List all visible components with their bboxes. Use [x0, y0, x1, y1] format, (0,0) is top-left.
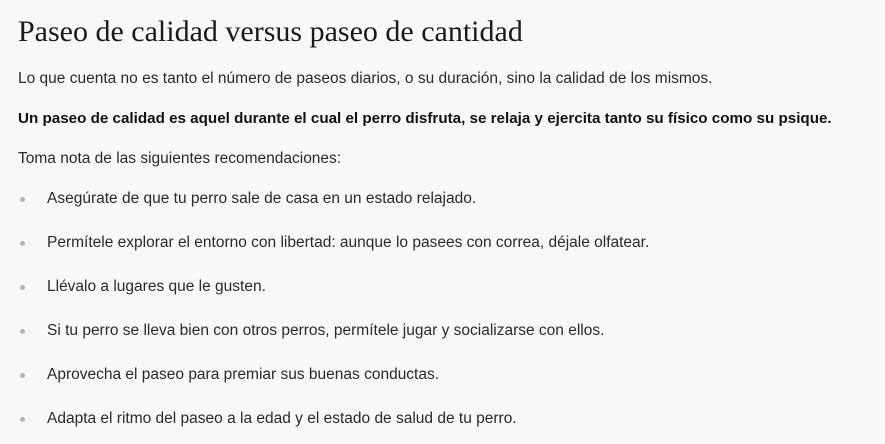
- list-item-text: Si tu perro se lleva bien con otros perros, permítele jugar y socializarse con ellos.: [47, 322, 605, 339]
- article-title: Paseo de calidad versus paseo de cantidad: [18, 15, 523, 48]
- list-item-text: Aprovecha el paseo para premiar sus buenas conductas.: [47, 366, 440, 383]
- bullet-icon: [20, 197, 25, 202]
- intro-paragraph: Lo que cuenta no es tanto el número de paseos diarios, o su duración, sino la calidad de los mismos.: [18, 70, 713, 87]
- bullet-icon: [20, 417, 25, 422]
- bullet-icon: [20, 241, 25, 246]
- lead-in-paragraph: Toma nota de las siguientes recomendaciones:: [18, 150, 342, 167]
- bullet-icon: [20, 285, 25, 290]
- bullet-icon: [20, 329, 25, 334]
- bullet-icon: [20, 373, 25, 378]
- list-item-text: Asegúrate de que tu perro sale de casa en un estado relajado.: [47, 190, 477, 207]
- list-item-text: Llévalo a lugares que le gusten.: [47, 278, 266, 295]
- highlight-paragraph: Un paseo de calidad es aquel durante el cual el perro disfruta, se relaja y ejercita tanto su físico como su psique.: [18, 110, 832, 127]
- list-item-text: Adapta el ritmo del paseo a la edad y el estado de salud de tu perro.: [47, 410, 517, 427]
- list-item-text: Permítele explorar el entorno con libertad: aunque lo pasees con correa, déjale olfatear.: [47, 234, 650, 251]
